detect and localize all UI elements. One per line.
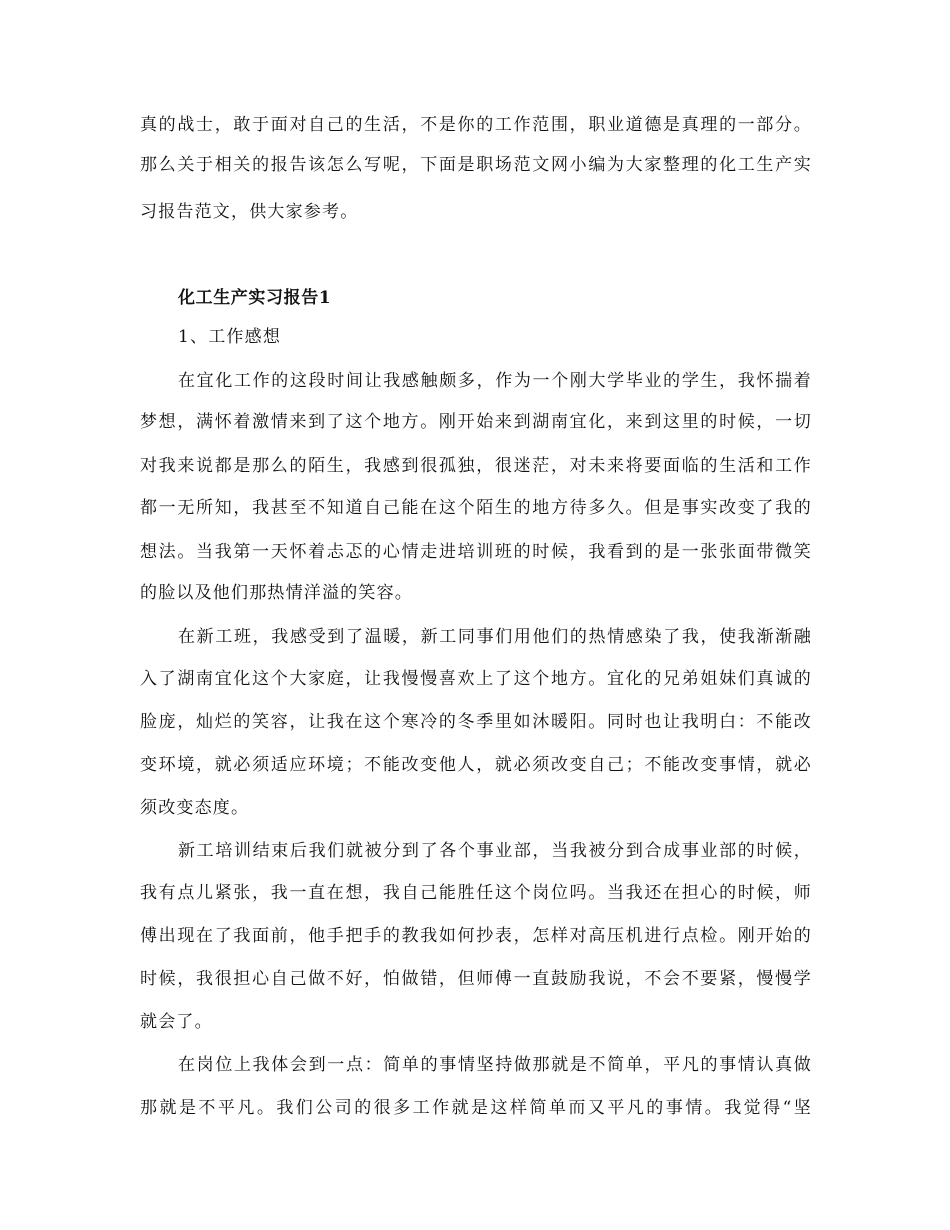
- paragraph-line: 对我来说都是那么的陌生，我感到很孤独，很迷茫，对未来将要面临的生活和工作: [140, 456, 812, 476]
- paragraph-line: 须改变态度。: [140, 798, 250, 818]
- subsection-heading: 1、工作感想: [178, 327, 282, 347]
- paragraph-line: 习报告范文，供大家参考。: [140, 202, 359, 222]
- paragraph-line: 入了湖南宜化这个大家庭，让我慢慢喜欢上了这个地方。宜化的兄弟姐妹们真诚的: [140, 669, 812, 689]
- paragraph-line: 真的战士，敢于面对自己的生活，不是你的工作范围，职业道德是真理的一部分。: [140, 115, 812, 135]
- paragraph-line: 想法。当我第一天怀着忐忑的心情走进培训班的时候，我看到的是一张张面带微笑: [140, 542, 812, 562]
- paragraph-line: 变环境，就必须适应环境；不能改变他人，就必须改变自己；不能改变事情，就必: [140, 755, 812, 775]
- paragraph-line: 脸庞，灿烂的笑容，让我在这个寒冷的冬季里如沐暖阳。同时也让我明白：不能改: [140, 712, 812, 732]
- paragraph-line: 在宜化工作的这段时间让我感触颇多，作为一个刚大学毕业的学生，我怀揣着: [178, 371, 812, 391]
- paragraph-line: 我有点儿紧张，我一直在想，我自己能胜任这个岗位吗。当我还在担心的时候，师: [140, 883, 812, 903]
- paragraph-line: 时候，我很担心自己做不好，怕做错，但师傅一直鼓励我说，不会不要紧，慢慢学: [140, 969, 812, 989]
- paragraph-line: 就会了。: [140, 1012, 213, 1032]
- paragraph-line: 新工培训结束后我们就被分到了各个事业部，当我被分到合成事业部的时候，: [178, 841, 812, 861]
- section-title: 化工生产实习报告1: [178, 288, 332, 308]
- paragraph-line: 的脸以及他们那热情洋溢的笑容。: [140, 583, 413, 603]
- paragraph-line: 都一无所知，我甚至不知道自己能在这个陌生的地方待多久。但是事实改变了我的: [140, 498, 812, 518]
- paragraph-line: 那么关于相关的报告该怎么写呢，下面是职场范文网小编为大家整理的化工生产实: [140, 155, 812, 175]
- paragraph-line: 在岗位上我体会到一点：简单的事情坚持做那就是不简单，平凡的事情认真做: [178, 1055, 812, 1075]
- paragraph-line: 在新工班，我感受到了温暖，新工同事们用他们的热情感染了我，使我渐渐融: [178, 627, 812, 647]
- paragraph-line: 梦想，满怀着激情来到了这个地方。刚开始来到湖南宜化，来到这里的时候，一切: [140, 412, 812, 432]
- paragraph-line: 那就是不平凡。我们公司的很多工作就是这样简单而又平凡的事情。我觉得“坚: [140, 1098, 812, 1118]
- paragraph-line: 傅出现在了我面前，他手把手的教我如何抄表，怎样对高压机进行点检。刚开始的: [140, 926, 812, 946]
